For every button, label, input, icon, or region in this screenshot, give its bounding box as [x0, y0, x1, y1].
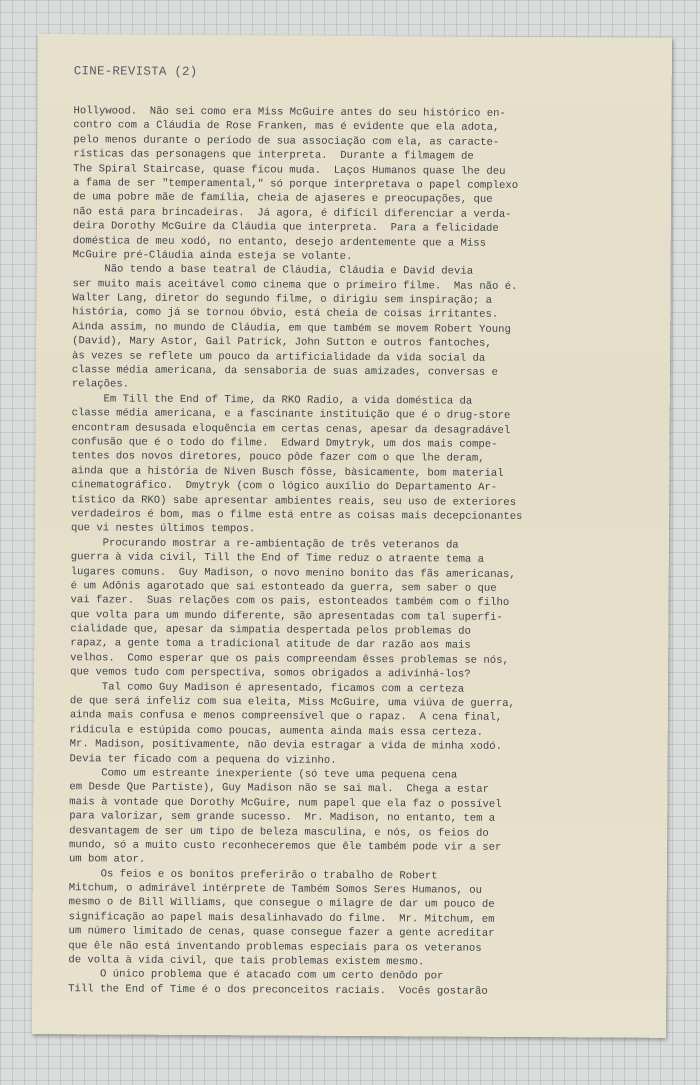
text-line: ridícula e estúpida como poucas, aumenta ainda mais essa certeza.: [69, 724, 484, 739]
text-line: Procurando mostrar a re-ambientação de três veteranos da: [70, 536, 459, 552]
text-line: verdadeiros é bom, mas o filme está entre as coisas mais decepcionantes: [71, 508, 523, 523]
text-line: ser muito mais aceitável como cinema que o primeiro filme. Mas não é.: [72, 277, 518, 293]
text-line: de volta à vida civil, que tais problemas existem mesmo.: [68, 954, 425, 969]
text-line: em Desde Que Partiste), Guy Madison não se sai mal. Chega a estar: [69, 781, 490, 797]
text-line: Os feios e os bonitos preferirão o trabalho de Robert: [68, 867, 438, 883]
text-line: rísticas das personagens que interpreta. Durante a filmagem de: [73, 148, 474, 163]
text-line: Em Till the End of Time, da RKO Radio, a vida doméstica da: [71, 393, 473, 408]
text-line: Como um estreante inexperiente (só teve uma pequena cena: [69, 767, 458, 782]
text-line: que volta para um mundo diferente, são apresentadas com tal superfi-: [70, 608, 503, 624]
text-line: encontram desusada eloquência em certas cenas, apesar da desagradável: [71, 421, 511, 437]
text-line: velhos. Como esperar que os pais compreendam êsses problemas se nós,: [70, 652, 509, 667]
text-line: é um Adônis agarotado que sai estonteado da guerra, sem saber o que: [70, 580, 497, 595]
text-line: classe média americana, e a fascinante instituição que é o drug-store: [71, 407, 511, 423]
text-line: que êle não está inventando problemas especiais para os veteranos: [68, 939, 482, 955]
text-line: cialidade que, apesar da simpatia despertada pelos problemas do: [70, 623, 471, 638]
text-line: cinematográfico. Dmytryk (com o lógico auxílio do Departamento Ar-: [71, 479, 498, 494]
text-line: lugares comuns. Guy Madison, o novo menino bonito das fãs americanas,: [70, 565, 516, 581]
text-line: história, como já se tornou óbvio, está cheia de coisas irritantes.: [72, 306, 499, 322]
text-line: às vezes se reflete um pouco da artificialidade da vida social da: [71, 349, 486, 365]
text-line: Walter Lang, diretor do segundo filme, o dirigiu sem inspiração; a: [72, 292, 493, 307]
text-line: pelo menos durante o período de sua associação com ela, as caracte-: [73, 133, 500, 149]
text-line: rapaz, a gente toma a tradicional atitude de dar razão aos mais: [70, 637, 471, 653]
text-line: mesmo o de Bill Williams, que consegue o milagre de dar um pouco de: [68, 896, 495, 912]
text-line: um número limitado de cenas, quase consegue fazer a gente acreditar: [68, 925, 495, 941]
text-line: contro com a Cláudia de Rose Franken, mas é evidente que ela adota,: [73, 119, 500, 135]
text-line: para valorizar, sem grande sucesso. Mr. Madison, no entanto, tem a: [69, 810, 496, 825]
text-line: mundo, só a muito custo reconheceremos que êle também pode vir a ser: [69, 839, 502, 854]
text-line: Tal como Guy Madison é apresentado, ficamos com a certeza: [69, 680, 465, 696]
text-line: Till the End of Time é o dos preconceitos raciais. Vocês gostarão: [68, 983, 488, 998]
text-line: vai fazer. Suas relações com os pais, estonteados também com o filho: [70, 594, 510, 610]
text-line: relações.: [71, 378, 130, 391]
typewritten-page: [32, 34, 672, 1038]
text-line: The Spiral Staircase, quase ficou muda. Laços Humanos quase lhe deu: [73, 162, 506, 178]
text-line: de uma pobre mãe de família, cheia de ajaseres e preocupações, que: [72, 191, 493, 207]
text-line: Não tendo a base teatral de Cláudia, Cláudia e David devia: [72, 263, 474, 278]
text-line: classe média americana, da sensaboria de suas amizades, conversas e: [71, 364, 498, 379]
text-line: ainda que a história de Niven Busch fôsse, bàsicamente, bom material: [71, 464, 504, 480]
text-line: McGuire pré-Cláudia ainda esteja se volante.: [72, 249, 353, 263]
text-line: significação ao papel mais desalinhavado do filme. Mr. Mitchum, em: [68, 911, 495, 926]
typed-text-body: [68, 104, 653, 1000]
text-line: O único problema que é atacado com um certo denôdo por: [68, 968, 444, 983]
text-line: doméstica de meu xodó, no entanto, desejo ardentemente que a Miss: [72, 234, 487, 250]
text-line: Devia ter ficado com a pequena do vizinho.: [69, 752, 337, 767]
text-line: mais à vontade que Dorothy McGuire, num papel que ela faz o possível: [69, 795, 502, 811]
text-line: Mr. Madison, positivamente, não devia estragar a vida de minha xodó.: [69, 738, 502, 754]
text-line: desvantagem de ser um tipo de beleza masculina, e nós, os feios do: [69, 824, 489, 840]
text-line: ainda mais confusa e menos compreensível que o rapaz. A cena final,: [69, 709, 503, 725]
text-line: a fama de ser "temperamental," só porque interpretava o papel complexo: [73, 177, 519, 192]
page-header: CINE-REVISTA (2): [73, 64, 198, 79]
text-line: tentes dos novos diretores, pouco pôde fazer com o que lhe deram,: [71, 450, 485, 466]
text-line: confusão que é o todo do filme. Edward Dmytryk, um dos mais compe-: [71, 436, 498, 451]
text-line: um bom ator.: [68, 853, 146, 866]
text-line: Hollywood. Não sei como era Miss McGuire antes do seu histórico en-: [73, 105, 506, 120]
text-line: que vi nestes últimos tempos.: [70, 522, 256, 536]
text-line: guerra à vida civil, Till the End of Time reduz o atraente tema a: [70, 551, 485, 566]
text-line: não está para brincadeiras. Já agora, é difícil diferenciar a verda-: [72, 205, 512, 221]
text-line: Mitchum, o admirável intérprete de Também Somos Seres Humanos, ou: [68, 882, 483, 897]
text-line: de que será infeliz com sua eleita, Miss McGuire, uma viúva de guerra,: [69, 695, 515, 710]
text-line: que vemos tudo com perspectiva, somos obrigados a adivinhá-los?: [70, 666, 471, 681]
text-line: Ainda assim, no mundo de Cláudia, em que também se movem Robert Young: [72, 321, 511, 336]
text-line: tístico da RKO) sabe apresentar ambientes reais, seu uso de exteriores: [71, 493, 517, 509]
text-line: (David), Mary Astor, Gail Patrick, John Sutton e outros fantoches,: [72, 335, 492, 351]
text-line: deira Dorothy McGuire da Cláudia que interpreta. Para a felicidade: [72, 220, 499, 235]
